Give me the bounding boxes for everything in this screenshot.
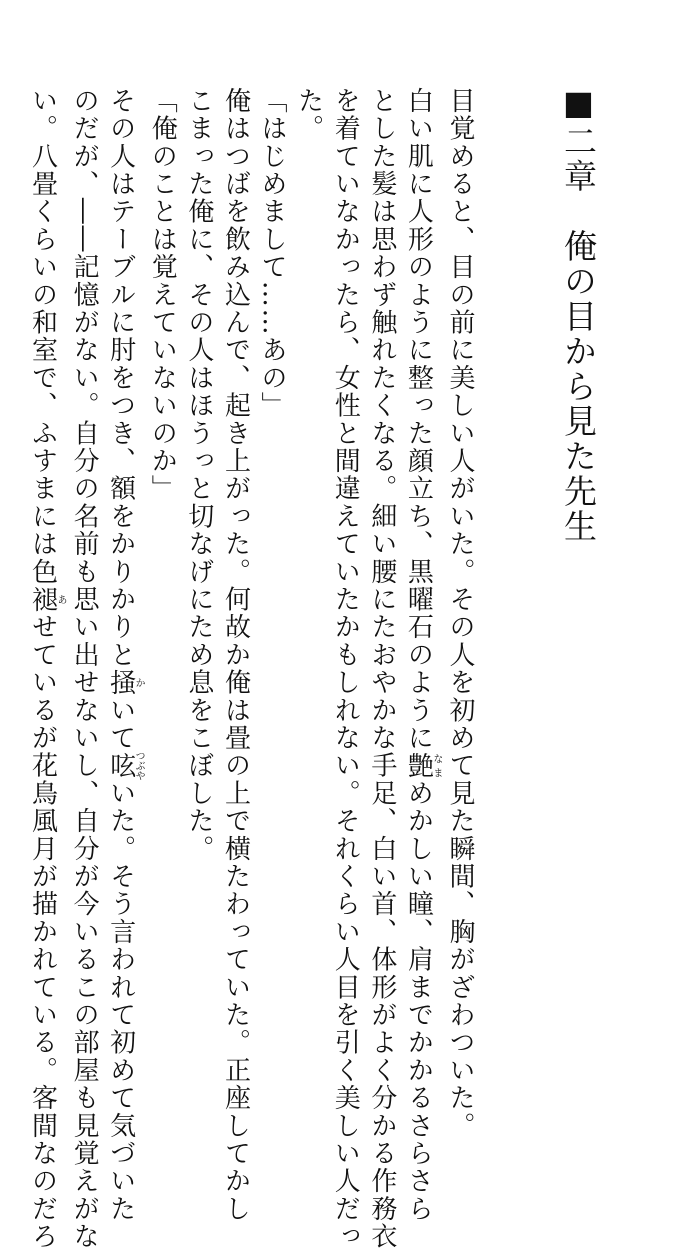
text-line: のだが、――記憶がない。自分の名前も思い出せないし、自分が今いるこの部屋も見覚えがな	[69, 87, 100, 1250]
dialogue-line: 「はじめまして……あの」	[257, 87, 288, 420]
text-line: 白い肌に人形のように整った顔立ち、黒曜石のように艶なまめかしい瞳、肩までかかるさらさら	[403, 87, 442, 1223]
text-line: 目覚めると、目の前に美しい人がいた。その人を初めて見た瞬間、胸がざわついた。	[445, 87, 475, 1140]
chapter-title: ■二章 俺の目から見た先生	[559, 83, 598, 544]
ruby-text: 掻か	[105, 668, 145, 697]
ruby-text: 艶なま	[403, 751, 442, 780]
text-line: た。	[293, 87, 324, 143]
ruby-text: 褪あ	[27, 585, 66, 614]
text-line: い。八畳くらいの和室で、ふすまには色褪あせているが花鳥風月が描かれている。客間なのだろ	[27, 87, 66, 1250]
text-line: その人はテーブルに肘をつき、額をかりかりと掻かいて呟つぶやいた。そう言われて初めて気づいた	[105, 87, 145, 1223]
text-line: 俺はつばを飲み込んで、起き上がった。何故か俺は畳の上で横たわっていた。正座してかし	[220, 87, 251, 1223]
dialogue-line: 「俺のことは覚えていないのか」	[147, 87, 178, 503]
text-line: こまった俺に、その人はほうっと切なげにため息をこぼした。	[183, 87, 214, 863]
ruby-text: 呟つぶや	[105, 750, 145, 781]
body-text	[27, 87, 478, 1250]
text-line: とした髪は思わず触れたくなる。細い腰にたおやかな手足、白い首、体形がよく分かる作務衣	[366, 87, 397, 1250]
text-line: を着ていなかったら、女性と間違えていたかもしれない。それくらい人目を引く美しい人だっ	[330, 87, 361, 1250]
